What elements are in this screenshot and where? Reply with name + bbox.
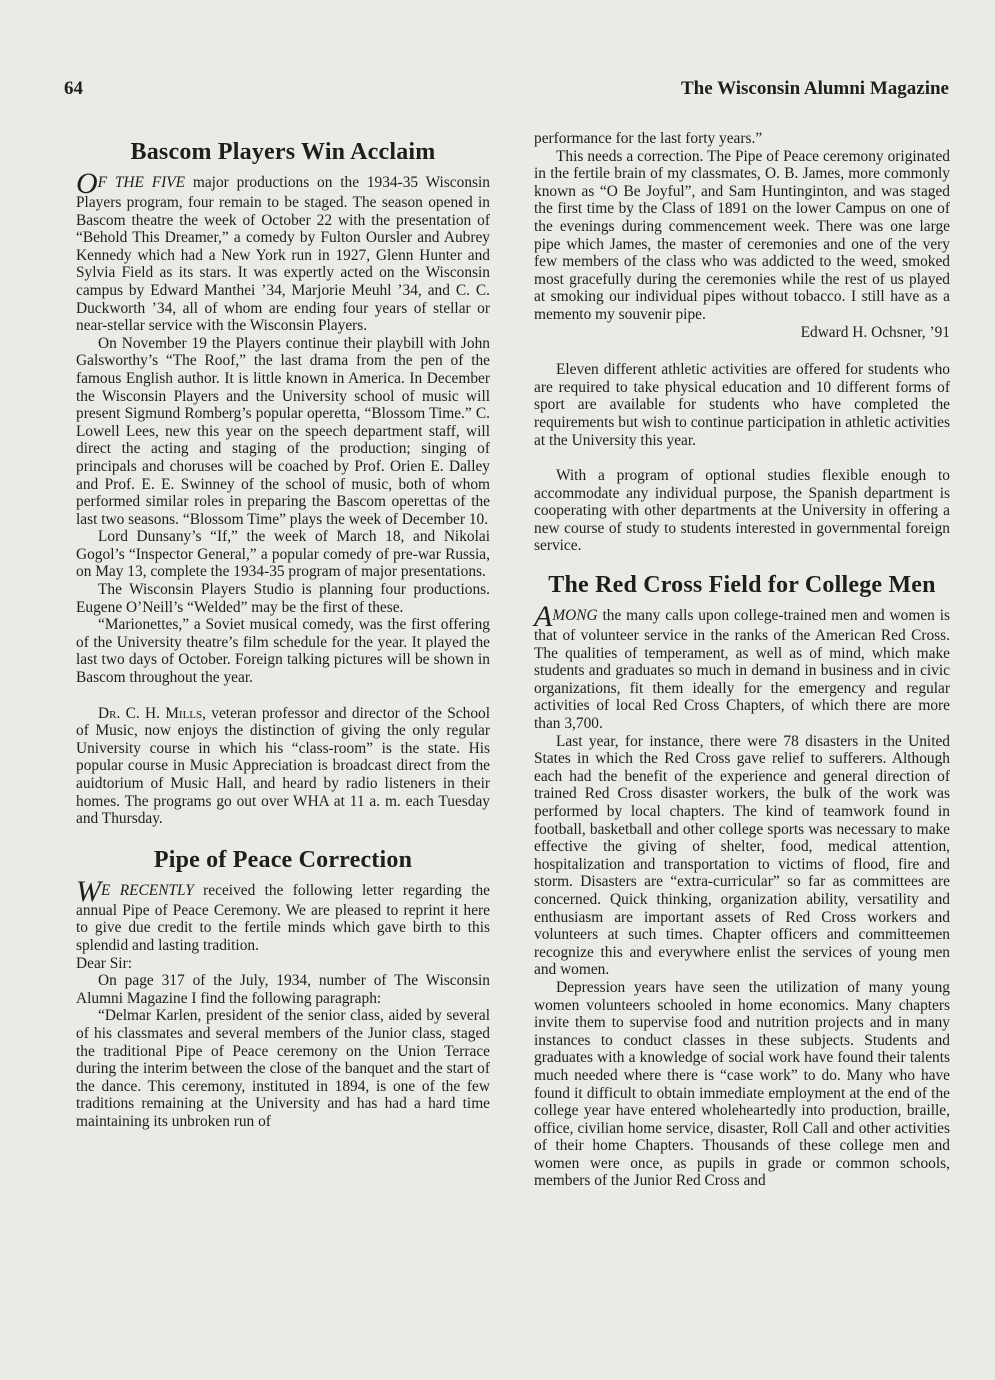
lead-in: E RECENTLY xyxy=(101,881,194,899)
article-title-red-cross: The Red Cross Field for College Men xyxy=(548,572,936,599)
paragraph: Lord Dunsany’s “If,” the week of March 18, and Nikolai Gogol’s “Inspector General,” a popular comedy of pre-war Russia, on May 13, complete the 1934-35 program of major presentations. xyxy=(76,528,490,581)
paragraph: Last year, for instance, there were 78 disasters in the United States in which the Red Cross gave relief to sufferers. Although each had the benefit of the experience and general direction of trained Red Cross disaster workers, the bulk of the work was performed by local chapters. The kind of teamwork found in football, basketball and other college sports was necessary to make effective the giving of shelter, food, medical attention, hospitalization and transportation to victims of flood, fire and storm. Disasters are “extra-curricular” so far as committees are concerned. Quick thinking, organization ability, versatility and enthusiasm are important assets of Red Cross workers and volunteers at such times. Chapter officers and committeemen recognize this and everywhere enlist the services of young men and women. xyxy=(534,732,950,979)
paragraph: On page 317 of the July, 1934, number of The Wisconsin Alumni Magazine I find the following paragraph: xyxy=(76,972,490,1007)
paragraph-text: received the following letter regarding the annual Pipe of Peace Ceremony. We are pleased to reprint it here to give due credit to the fertile minds which gave birth to this splendid and lasting tradition. xyxy=(76,881,490,954)
person-name: Dr. C. H. Mills xyxy=(98,704,203,722)
running-head: The Wisconsin Alumni Magazine xyxy=(681,78,949,99)
article-title-bascom-players: Bascom Players Win Acclaim xyxy=(130,139,436,165)
paragraph: “Marionettes,” a Soviet musical comedy, was the first offering of the University theatre’s film schedule for the year. It played the last two days of October. Foreign talking pictures will be shown in Bascom throughout the year. xyxy=(76,616,490,687)
drop-cap: A xyxy=(534,600,553,634)
paragraph-spanish: With a program of optional studies flexible enough to accommodate any individual purpose, the Spanish department is cooperating with other departments at the University in offering a new course of study to students interested in governmental foreign service. xyxy=(534,467,950,555)
paragraph-text: major productions on the 1934-35 Wisconsin Players program, four remain to be staged. The season opened in Bascom theatre the week of October 22 with the presentation of “Behold This Dreamer,” a comedy by Fulton Oursler and Aubrey Kennedy which had a New York run in 1927, Glenn Hunter and Sylvia Field as its stars. It was expertly acted on the Wisconsin campus by Edward Manthei ’34, Marjorie Meuhl ’34, and C. C. Duckworth ’34, all of whom are ending four years of stellar or near-stellar service with the Wisconsin Players. xyxy=(76,174,490,335)
article-title-pipe-of-peace: Pipe of Peace Correction xyxy=(153,846,413,873)
paragraph: The Wisconsin Players Studio is planning four productions. Eugene O’Neill’s “Welded” may be the first of these. xyxy=(76,581,490,616)
paragraph-text: , veteran professor and director of the School of Music, now enjoys the distinction of giving the only regular University course in which his “class-room” is the state. His popular course in Music Appreciation is broadcast direct from the auidtorium of Music Hall, and heard by radio listeners in their homes. The programs go out over WHA at 11 a. m. each Tuesday and Thursday. xyxy=(76,704,490,828)
letter-signature: Edward H. Ochsner, ’91 xyxy=(800,323,950,341)
paragraph xyxy=(76,705,490,828)
paragraph xyxy=(76,167,490,335)
page-number: 64 xyxy=(64,78,83,99)
paragraph-text: the many calls upon college-trained men and women is that of volunteer service in the ranks of the American Red Cross. The qualities of temperament, as well as of mind, which make students and graduates so much in demand in business and in civic organizations, fit them ideally for the emergency and regular activities of local Red Cross Chapters, of which there are more than 3,700. xyxy=(534,607,950,733)
paragraph: On November 19 the Players continue their playbill with John Galsworthy’s “The Roof,” the last drama from the pen of the famous English author. It is little known in America. In December the Wisconsin Players and the University school of music will present Sigmund Romberg’s popular operetta, “Blossom Time.” C. Lowell Lees, new this year on the speech department staff, will direct the acting and staging of the production; singing of principals and choruses will be coached by Prof. Orien E. Dalley and Prof. E. E. Swinney of the school of music, both of whom performed similar roles in preparing the Bascom operettas of the last two seasons. “Blossom Time” plays the week of December 10. xyxy=(76,334,490,528)
paragraph xyxy=(534,600,950,733)
right-column xyxy=(534,130,950,1190)
paragraph-athletics: Eleven different athletic activities are offered for students who are required to take physical education and 10 different forms of sport are available for students who have completed the requirements but wish to continue participation in athletic activities at the University this year. xyxy=(534,361,950,449)
drop-cap: O xyxy=(76,167,98,200)
paragraph-continued: performance for the last forty years.” xyxy=(534,130,763,147)
paragraph: This needs a correction. The Pipe of Peace ceremony originated in the fertile brain of my classmates, O. B. James, more commonly known as “O Be Joyful”, and Sam Huntinginton, and was staged the first time by the Class of 1891 on the lower Campus on one of the evenings during commencement week. There was one large pipe which James, the master of ceremonies and one of the very few members of the class who was addicted to the weed, smoked most gracefully during the ceremonies while the rest of us played at smoking our individual pipes without tobacco. I still have as a memento my souvenir pipe. xyxy=(534,147,950,323)
lead-in: MONG xyxy=(552,607,598,625)
salutation: Dear Sir: xyxy=(76,954,132,972)
paragraph: “Delmar Karlen, president of the senior class, aided by several of his classmates and several members of the Junior class, staged the traditional Pipe of Peace ceremony on the Union Terrace during the interim between the close of the banquet and the start of the dance. This ceremony, instituted in 1894, is one of the few traditions remaining at the University and has had a hard time maintaining its unbroken run of xyxy=(76,1007,490,1130)
lead-in: F THE FIVE xyxy=(97,174,186,191)
left-column xyxy=(76,130,490,1131)
paragraph: Depression years have seen the utilization of many young women volunteers schooled in home economics. Many chapters invite them to supervise food and nutrition projects and in many instances to conduct classes in these subjects. Students and graduates with a knowledge of social work have found their talents much needed where there is “case work” to do. Many who have found it difficult to obtain immediate employment at the end of the college year have entered wholeheartedly into production, braille, office, civilian home service, disaster, Roll Call and other activities of their home Chapters. Thousands of these college men and women were once, as pupils in grade or common schools, members of the Junior Red Cross and xyxy=(534,978,950,1190)
drop-cap: W xyxy=(76,874,101,908)
paragraph xyxy=(76,874,490,955)
